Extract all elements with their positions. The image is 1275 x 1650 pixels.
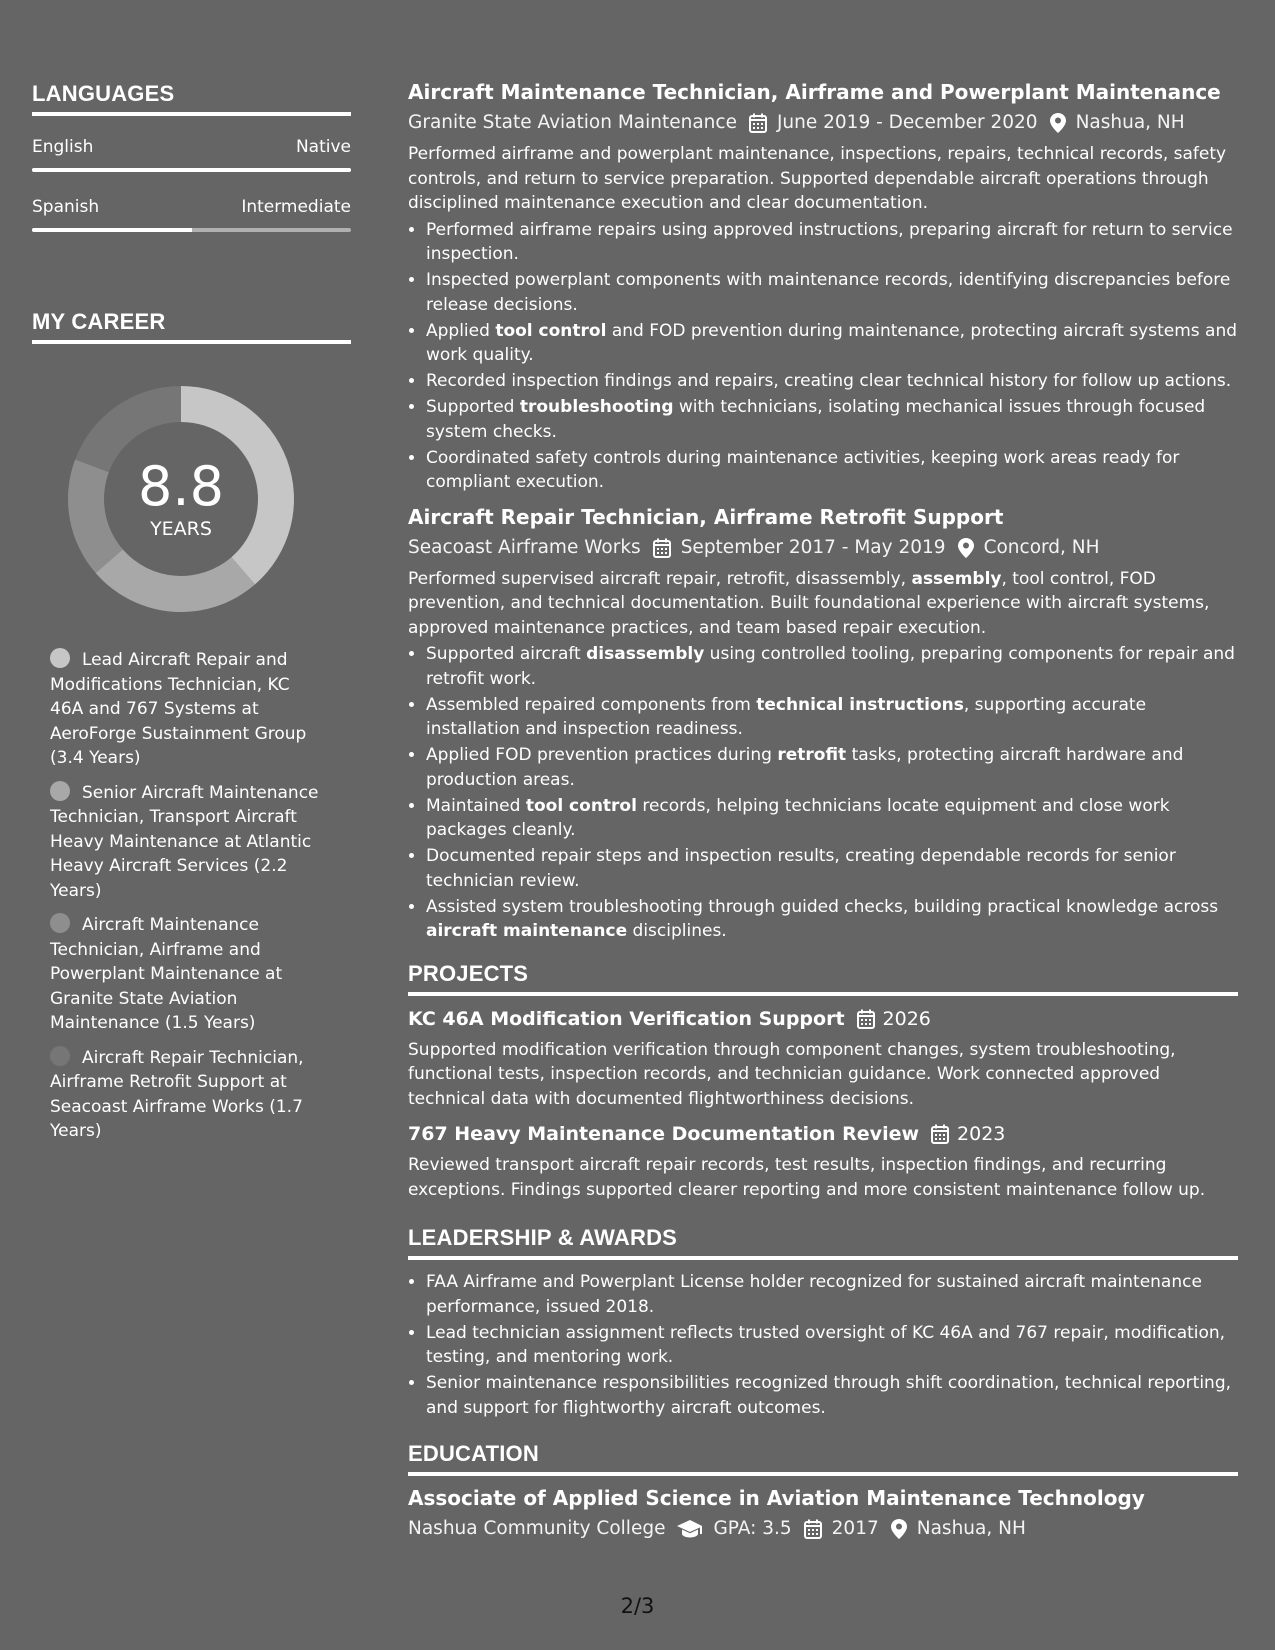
education-location: Nashua, NH bbox=[916, 1518, 1026, 1539]
bullet-item: • Assembled repaired components from technical instructions, supporting accurate installation and inspection readiness. bbox=[426, 693, 1238, 742]
language-proficiency-bar bbox=[32, 168, 351, 172]
job-title: Aircraft Maintenance Technician, Airframe and Powerplant Maintenance bbox=[408, 80, 1221, 104]
language-level: Native bbox=[295, 137, 351, 157]
job-title: Aircraft Repair Technician, Airframe Retrofit Support bbox=[408, 504, 1004, 529]
calendar-icon bbox=[931, 1124, 949, 1144]
bullet-item: • Performed airframe repairs using approved instructions, preparing aircraft for return to service inspection. bbox=[426, 218, 1238, 267]
language-item bbox=[32, 196, 351, 232]
project-description: Reviewed transport aircraft repair records, test results, inspection findings, and recurring exceptions. Findings supported clearer reporting and more consistent maintenance follow up. bbox=[408, 1155, 1206, 1200]
company-name: Granite State Aviation Maintenance bbox=[408, 112, 737, 133]
project-year: 2023 bbox=[957, 1123, 1006, 1145]
legend-dot bbox=[50, 1046, 70, 1066]
experience-entry bbox=[408, 76, 1238, 495]
legend-label: Senior Aircraft Maintenance Technician, Transport Aircraft Heavy Maintenance at Atlantic Heavy Aircraft Services (2.2 Years) bbox=[50, 782, 319, 901]
job-meta bbox=[408, 108, 1238, 138]
job-meta bbox=[408, 533, 1238, 563]
career-heading: MY CAREER bbox=[32, 306, 351, 344]
education-heading: EDUCATION bbox=[408, 1438, 1238, 1476]
language-item bbox=[32, 136, 351, 172]
company-name: Seacoast Airframe Works bbox=[408, 536, 641, 558]
job-dates: September 2017 - May 2019 bbox=[680, 536, 946, 558]
career-legend bbox=[50, 648, 325, 1144]
location-pin-icon bbox=[1050, 113, 1066, 133]
career-legend-item bbox=[50, 913, 325, 1036]
bullet-item: • Documented repair steps and inspection results, creating dependable records for senior technician review. bbox=[426, 844, 1238, 893]
leadership-heading: LEADERSHIP & AWARDS bbox=[408, 1222, 1238, 1260]
calendar-icon bbox=[653, 538, 671, 558]
calendar-icon bbox=[804, 1519, 822, 1539]
degree: Associate of Applied Science in Aviation Maintenance Technology bbox=[408, 1486, 1145, 1510]
job-dates: June 2019 - December 2020 bbox=[776, 112, 1038, 133]
job-location: Concord, NH bbox=[983, 536, 1100, 558]
legend-dot bbox=[50, 913, 70, 933]
keyword-emphasis: tool control bbox=[495, 320, 607, 341]
graduation-cap-icon bbox=[677, 1520, 703, 1538]
job-summary: Performed supervised aircraft repair, retrofit, disassembly, assembly, tool control, FOD prevention, and technical documentation. Built foundational experience with aircraft systems, approved maintenance practices, and team based repair execution. bbox=[408, 568, 1210, 638]
bullet-item: • Supported troubleshooting with technicians, isolating mechanical issues through focused system checks. bbox=[426, 395, 1238, 444]
leadership-item: • Lead technician assignment reflects trusted oversight of KC 46A and 767 repair, modification, testing, and mentoring work. bbox=[426, 1321, 1238, 1370]
project-description: Supported modification verification through component changes, system troubleshooting, functional tests, inspection records, and technician guidance. Work connected approved technical data with documented flightworthiness decisions. bbox=[408, 1039, 1176, 1109]
bullet-item: • Inspected powerplant components with maintenance records, identifying discrepancies before release decisions. bbox=[426, 268, 1238, 317]
language-level: Intermediate bbox=[241, 197, 351, 217]
keyword-emphasis: assembly bbox=[911, 568, 1002, 589]
bullet-item: • Assisted system troubleshooting through guided checks, building practical knowledge across aircraft maintenance disciplines. bbox=[426, 895, 1238, 944]
right-column bbox=[408, 60, 1238, 1544]
career-total-years: 8.8 bbox=[138, 455, 224, 518]
graduation-year: 2017 bbox=[831, 1518, 879, 1539]
project-name: KC 46A Modification Verification Support bbox=[408, 1007, 845, 1030]
bullet-item: • Applied FOD prevention practices during retrofit tasks, protecting aircraft hardware and production areas. bbox=[426, 743, 1238, 792]
legend-label: Aircraft Repair Technician, Airframe Retrofit Support at Seacoast Airframe Works (1.7 Years) bbox=[50, 1047, 304, 1141]
job-bullets bbox=[408, 642, 1238, 944]
language-name: Spanish bbox=[32, 197, 100, 217]
job-summary: Performed airframe and powerplant maintenance, inspections, repairs, technical records, safety controls, and return to service preparation. Supported dependable aircraft operations through disciplined maintenance execution and clear documentation. bbox=[408, 144, 1227, 213]
career-donut-chart bbox=[66, 384, 296, 614]
career-legend-item bbox=[50, 648, 325, 771]
job-bullets bbox=[408, 218, 1238, 495]
language-proficiency-fill bbox=[32, 228, 192, 232]
experience-entry bbox=[408, 501, 1238, 944]
legend-dot bbox=[50, 648, 70, 668]
page-indicator: 2/3 bbox=[620, 1594, 655, 1618]
project-year: 2026 bbox=[882, 1007, 931, 1030]
legend-label: Lead Aircraft Repair and Modifications Technician, KC 46A and 767 Systems at AeroForge Sustainment Group (3.4 Years) bbox=[50, 650, 307, 768]
project-name: 767 Heavy Maintenance Documentation Review bbox=[408, 1123, 920, 1145]
language-name: English bbox=[32, 137, 94, 157]
education-entry bbox=[408, 1482, 1238, 1544]
project-item bbox=[408, 1119, 1238, 1202]
location-pin-icon bbox=[891, 1519, 907, 1539]
school-name: Nashua Community College bbox=[408, 1518, 666, 1539]
left-column bbox=[32, 78, 351, 1154]
career-legend-item bbox=[50, 781, 325, 904]
job-location: Nashua, NH bbox=[1075, 112, 1185, 133]
calendar-icon bbox=[749, 113, 767, 133]
projects-heading: PROJECTS bbox=[408, 958, 1238, 996]
career-legend-item bbox=[50, 1046, 325, 1144]
leadership-item: • FAA Airframe and Powerplant License holder recognized for sustained aircraft maintenance performance, issued 2018. bbox=[426, 1270, 1238, 1319]
legend-label: Aircraft Maintenance Technician, Airframe and Powerplant Maintenance at Granite State Aviation Maintenance (1.5 Years) bbox=[50, 915, 283, 1033]
bullet-item: • Recorded inspection findings and repairs, creating clear technical history for follow up actions. bbox=[426, 369, 1238, 394]
keyword-emphasis: tool control bbox=[525, 795, 637, 816]
gpa: GPA: 3.5 bbox=[713, 1518, 792, 1539]
keyword-emphasis: troubleshooting bbox=[519, 397, 674, 417]
bullet-item: • Maintained tool control records, helping technicians locate equipment and close work packages cleanly. bbox=[426, 794, 1238, 843]
calendar-icon bbox=[857, 1009, 875, 1029]
keyword-emphasis: disassembly bbox=[586, 644, 705, 664]
location-pin-icon bbox=[958, 538, 974, 558]
keyword-emphasis: technical instructions bbox=[756, 694, 964, 715]
leadership-item: • Senior maintenance responsibilities recognized through shift coordination, technical reporting, and support for flightworthy aircraft outcomes. bbox=[426, 1371, 1238, 1420]
bullet-item: • Applied tool control and FOD prevention during maintenance, protecting aircraft systems and work quality. bbox=[426, 319, 1238, 368]
language-proficiency-bar bbox=[32, 228, 351, 232]
keyword-emphasis: aircraft maintenance bbox=[426, 921, 628, 941]
language-proficiency-fill bbox=[32, 168, 351, 172]
keyword-emphasis: retrofit bbox=[777, 745, 847, 765]
leadership-list bbox=[408, 1270, 1238, 1420]
legend-dot bbox=[50, 781, 70, 801]
bullet-item: • Supported aircraft disassembly using controlled tooling, preparing components for repair and retrofit work. bbox=[426, 642, 1238, 691]
languages-heading: LANGUAGES bbox=[32, 78, 351, 116]
project-item bbox=[408, 1004, 1238, 1112]
bullet-item: • Coordinated safety controls during maintenance activities, keeping work areas ready for compliant execution. bbox=[426, 446, 1238, 495]
career-total-unit: YEARS bbox=[150, 518, 212, 540]
